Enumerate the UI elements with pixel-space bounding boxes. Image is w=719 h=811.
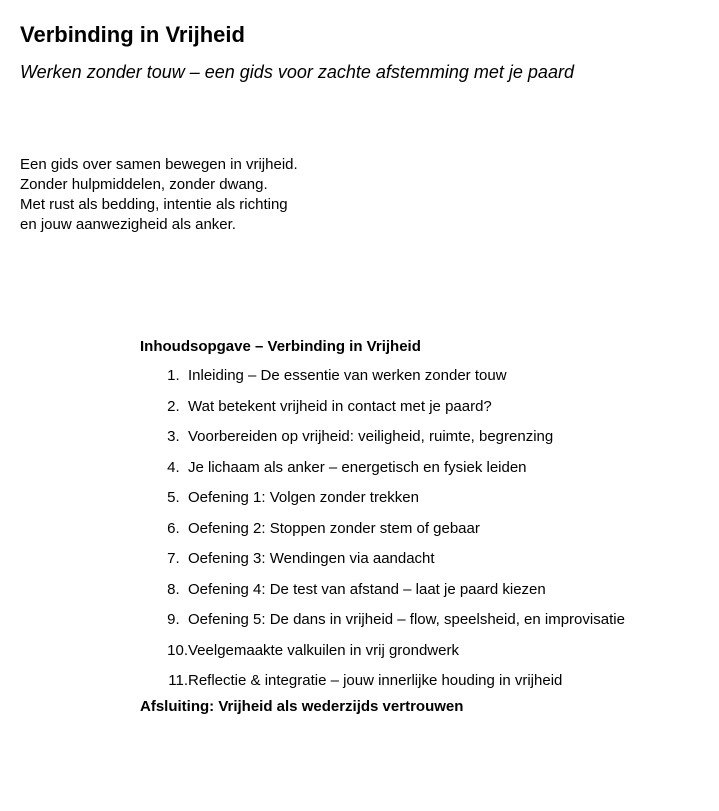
toc-item-number: 11. [168,672,188,689]
toc-item-number: 1. [167,367,180,384]
toc-item-number: 2. [167,397,180,415]
toc-item-text: Oefening 1: Volgen zonder trekken [188,489,419,506]
toc-item [140,457,710,488]
toc-item-text: Oefening 5: De dans in vrijheid – flow, speelsheid, en improvisatie [188,611,625,628]
toc-closing: Afsluiting: Vrijheid als wederzijds vertrouwen [140,697,464,715]
intro-line: Zonder hulpmiddelen, zonder dwang. [20,176,268,193]
toc-heading: Inhoudsopgave – Verbinding in Vrijheid [140,338,421,355]
toc-list [140,365,710,701]
toc-item [140,640,710,671]
intro-line: Een gids over samen bewegen in vrijheid. [20,156,298,173]
toc-item-text: Oefening 2: Stoppen zonder stem of gebaar [188,519,480,537]
toc-item-text: Wat betekent vrijheid in contact met je paard? [188,397,492,415]
toc-item-number: 8. [167,580,180,598]
toc-item [140,396,710,427]
toc-item-text: Inleiding – De essentie van werken zonder touw [188,367,507,384]
table-of-contents [140,336,710,718]
toc-item [140,487,710,518]
toc-item [140,426,710,457]
toc-item-number: 5. [167,489,180,506]
intro-line: en jouw aanwezigheid als anker. [20,216,236,233]
toc-item-number: 7. [167,550,180,567]
toc-item [140,365,710,396]
toc-item-text: Oefening 3: Wendingen via aandacht [188,550,435,567]
toc-item-number: 4. [167,458,180,476]
toc-item-number: 6. [167,519,180,537]
toc-item-number: 3. [167,428,180,445]
toc-item [140,518,710,549]
toc-item-text: Reflectie & integratie – jouw innerlijke houding in vrijheid [188,672,563,689]
toc-item-text: Oefening 4: De test van afstand – laat je paard kiezen [188,580,546,598]
toc-item [140,609,710,640]
document-subtitle: Werken zonder touw – een gids voor zachte afstemming met je paard [20,62,574,82]
toc-item [140,579,710,610]
toc-item-text: Veelgemaakte valkuilen in vrij grondwerk [188,641,459,659]
toc-item-number: 10. [167,641,188,659]
intro-paragraph [20,155,298,235]
toc-item-text: Je lichaam als anker – energetisch en fysiek leiden [188,458,527,476]
toc-item-number: 9. [167,611,180,628]
toc-item-text: Voorbereiden op vrijheid: veiligheid, ruimte, begrenzing [188,428,554,445]
toc-item [140,548,710,579]
intro-line: Met rust als bedding, intentie als richting [20,196,288,213]
document-title: Verbinding in Vrijheid [20,22,245,47]
